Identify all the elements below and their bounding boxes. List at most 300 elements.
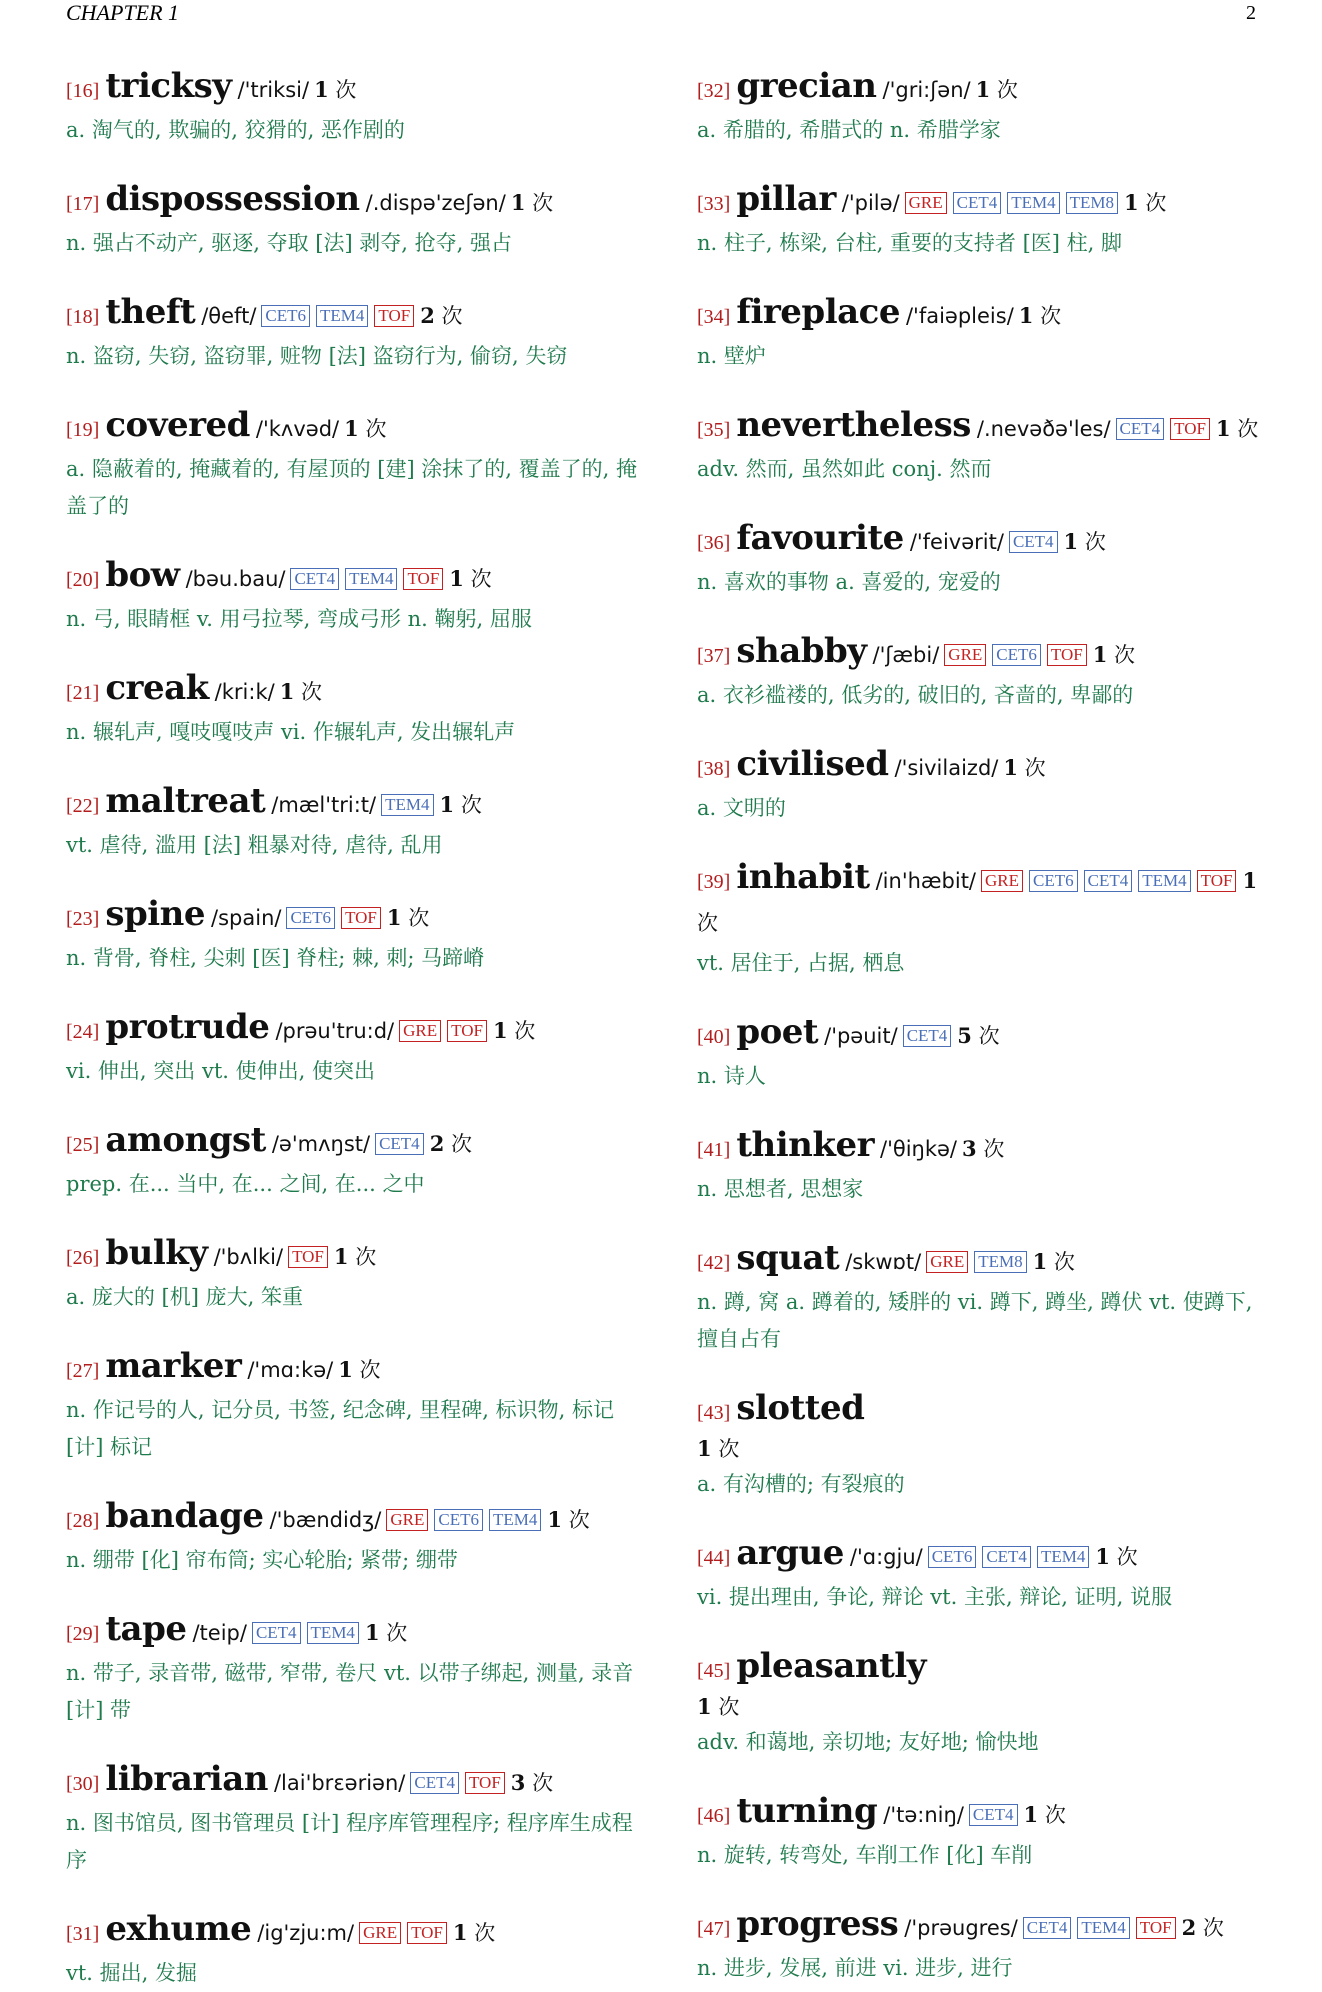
exam-tag: TEM4 <box>345 568 397 590</box>
phonetic: /'θiŋkə/ <box>880 1137 957 1161</box>
headword: turning <box>736 1791 878 1831</box>
exam-tag: GRE <box>359 1922 401 1944</box>
headword: bulky <box>105 1233 208 1273</box>
chapter-title: CHAPTER 1 <box>66 0 180 25</box>
phonetic: /'pəuit/ <box>824 1024 898 1048</box>
frequency-line <box>697 1692 1271 1724</box>
exam-tag: TOF <box>341 907 381 929</box>
word-entry <box>66 292 642 375</box>
entry-index: [34] <box>697 306 731 328</box>
phonetic: /'triksi/ <box>237 78 310 102</box>
definition: n. 蹲, 窝 a. 蹲着的, 矮胖的 vi. 蹲下, 蹲坐, 蹲伏 vt. 使蹲下, 擅自占有 <box>697 1290 1253 1351</box>
entry-index: [43] <box>697 1402 731 1424</box>
frequency-count: 1 <box>1242 868 1258 893</box>
entry-index: [22] <box>66 795 100 817</box>
exam-tag: TEM8 <box>974 1251 1026 1273</box>
phonetic: /'tə:niŋ/ <box>883 1803 964 1827</box>
frequency <box>697 1437 739 1461</box>
frequency <box>1033 1250 1075 1274</box>
frequency-count: 1 <box>449 566 464 591</box>
definition: n. 强占不动产, 驱逐, 夺取 [法] 剥夺, 抢夺, 强占 <box>66 231 513 255</box>
definition: n. 弓, 眼睛框 v. 用弓拉琴, 弯成弓形 n. 鞠躬, 屈服 <box>66 607 532 631</box>
headword-line <box>66 1007 642 1053</box>
headword-line <box>66 1346 642 1392</box>
word-entry <box>697 857 1271 982</box>
frequency <box>1124 191 1166 215</box>
word-entry <box>66 1609 642 1729</box>
headword: bandage <box>105 1496 264 1536</box>
frequency-unit: 次 <box>1040 304 1062 328</box>
headword: favourite <box>736 518 904 558</box>
headword-line <box>697 1904 1271 1950</box>
exam-tag: CET4 <box>1116 418 1165 440</box>
definition: vi. 伸出, 突出 vt. 使伸出, 使突出 <box>66 1059 375 1083</box>
headword: thinker <box>736 1125 874 1165</box>
word-entry <box>697 631 1271 714</box>
headword-line <box>66 179 642 225</box>
headword-line <box>697 518 1271 564</box>
exam-tag: TEM4 <box>1037 1546 1089 1568</box>
frequency-unit: 次 <box>1024 756 1046 780</box>
word-entry <box>697 1791 1271 1874</box>
frequency-count: 1 <box>975 77 991 102</box>
frequency-count: 1 <box>492 1018 508 1043</box>
exam-tag: TEM4 <box>1138 870 1190 892</box>
word-entry <box>66 1007 642 1090</box>
frequency-unit: 次 <box>568 1508 590 1532</box>
exam-tag: CET4 <box>953 192 1002 214</box>
frequency <box>344 417 386 441</box>
frequency <box>1095 1545 1137 1569</box>
definition: n. 柱子, 栋梁, 台柱, 重要的支持者 [医] 柱, 脚 <box>697 231 1123 255</box>
frequency-count: 3 <box>510 1770 526 1795</box>
frequency-unit: 次 <box>697 911 718 935</box>
headword-line <box>66 1233 642 1279</box>
headword: theft <box>105 292 196 332</box>
phonetic: /θeft/ <box>201 304 257 328</box>
headword: argue <box>736 1533 844 1573</box>
entry-index: [41] <box>697 1139 731 1161</box>
frequency-count: 2 <box>1181 1915 1197 1940</box>
headword: bow <box>105 555 180 595</box>
frequency-count: 1 <box>333 1244 349 1269</box>
frequency-count: 2 <box>429 1131 445 1156</box>
frequency <box>511 191 553 215</box>
definition: n. 旋转, 转弯处, 车削工作 [化] 车削 <box>697 1843 1033 1867</box>
word-entry <box>697 744 1271 827</box>
headword: librarian <box>105 1759 268 1799</box>
frequency-count: 1 <box>1003 755 1018 780</box>
exam-tag: TOF <box>465 1772 505 1794</box>
phonetic: /.nevəðə'les/ <box>976 417 1111 441</box>
definition: n. 进步, 发展, 前进 vi. 进步, 进行 <box>697 1956 1013 1980</box>
phonetic: /'bʌlki/ <box>213 1245 284 1269</box>
frequency-unit: 次 <box>996 78 1018 102</box>
exam-tag: TOF <box>1170 418 1210 440</box>
exam-tag: CET6 <box>1029 870 1078 892</box>
exam-tag: CET4 <box>1009 531 1058 553</box>
word-entry <box>697 1904 1271 1987</box>
exam-tag: TOF <box>374 305 414 327</box>
exam-tag: TOF <box>288 1246 328 1268</box>
frequency <box>365 1621 407 1645</box>
word-entry <box>66 1759 642 1879</box>
frequency-count: 1 <box>452 1920 468 1945</box>
frequency-count: 1 <box>1023 1802 1039 1827</box>
headword: exhume <box>105 1909 252 1949</box>
entry-index: [29] <box>66 1623 100 1645</box>
entry-index: [44] <box>697 1547 731 1569</box>
exam-tag: TOF <box>403 568 443 590</box>
frequency-unit: 次 <box>1084 530 1106 554</box>
frequency-unit: 次 <box>474 1921 496 1945</box>
word-entry <box>697 1125 1271 1208</box>
frequency <box>962 1137 1004 1161</box>
headword: covered <box>105 405 250 445</box>
headword-line <box>66 1609 642 1655</box>
headword-line <box>66 1120 642 1166</box>
definition: vt. 居住于, 占据, 栖息 <box>697 951 905 975</box>
headword: fireplace <box>736 292 900 332</box>
exam-tag: TEM4 <box>489 1509 541 1531</box>
definition: n. 思想者, 思想家 <box>697 1177 864 1201</box>
frequency <box>1019 304 1061 328</box>
entry-index: [32] <box>697 80 731 102</box>
frequency-count: 1 <box>1215 416 1231 441</box>
word-entry <box>66 1120 642 1203</box>
exam-tag: TEM4 <box>307 1622 359 1644</box>
frequency <box>1182 1916 1224 1940</box>
frequency-count: 1 <box>314 77 329 102</box>
frequency-count: 1 <box>1092 642 1108 667</box>
exam-tag: CET4 <box>290 568 339 590</box>
headword: grecian <box>736 66 877 106</box>
page-number: 2 <box>1246 2 1256 24</box>
phonetic: /'kʌvəd/ <box>255 417 340 441</box>
frequency <box>420 304 462 328</box>
frequency-unit: 次 <box>1114 643 1136 667</box>
entry-index: [37] <box>697 645 731 667</box>
headword-line <box>66 1496 642 1542</box>
exam-tag: GRE <box>905 192 947 214</box>
headword-line <box>66 1759 642 1805</box>
phonetic: /.dispə'zeʃən/ <box>365 191 506 215</box>
headword: maltreat <box>105 781 266 821</box>
definition: n. 图书馆员, 图书管理员 [计] 程序库管理程序; 程序库生成程序 <box>66 1811 633 1872</box>
frequency-count: 1 <box>547 1507 562 1532</box>
entry-index: [24] <box>66 1021 100 1043</box>
headword-line <box>697 1238 1271 1284</box>
entry-index: [38] <box>697 758 731 780</box>
frequency-unit: 次 <box>359 1358 381 1382</box>
definition: n. 喜欢的事物 a. 喜爱的, 宠爱的 <box>697 570 1001 594</box>
headword: squat <box>736 1238 840 1278</box>
entry-index: [27] <box>66 1360 100 1382</box>
word-entry <box>697 518 1271 601</box>
headword-line <box>697 405 1271 451</box>
frequency <box>449 567 491 591</box>
headword-line <box>66 555 642 601</box>
entry-index: [20] <box>66 569 100 591</box>
frequency <box>697 1695 739 1719</box>
frequency-count: 5 <box>957 1023 972 1048</box>
phonetic: /skwɒt/ <box>845 1250 922 1274</box>
exam-tag: CET6 <box>261 305 310 327</box>
entry-index: [17] <box>66 193 100 215</box>
frequency-unit: 次 <box>532 1771 554 1795</box>
definition: n. 作记号的人, 记分员, 书签, 纪念碑, 里程碑, 标识物, 标记 [计] 标记 <box>66 1398 614 1459</box>
definition: n. 盗窃, 失窃, 盗窃罪, 赃物 [法] 盗窃行为, 偷窃, 失窃 <box>66 344 568 368</box>
exam-tag: TEM4 <box>316 305 368 327</box>
exam-tag: GRE <box>926 1251 968 1273</box>
headword: amongst <box>105 1120 266 1160</box>
exam-tag: TEM4 <box>1077 1917 1129 1939</box>
phonetic: /prəu'tru:d/ <box>275 1019 395 1043</box>
frequency-unit: 次 <box>983 1137 1005 1161</box>
word-entry <box>66 894 642 977</box>
frequency-unit: 次 <box>335 78 357 102</box>
page-header <box>66 0 1256 30</box>
headword: tape <box>105 1609 187 1649</box>
frequency-count: 1 <box>344 416 359 441</box>
entry-index: [35] <box>697 419 731 441</box>
headword-line <box>66 66 642 112</box>
frequency-count: 1 <box>279 679 295 704</box>
frequency <box>453 1921 495 1945</box>
headword: marker <box>105 1346 242 1386</box>
headword-line <box>697 1646 1271 1692</box>
headword-line <box>697 744 1271 790</box>
headword-line <box>697 857 1271 945</box>
word-entry <box>697 66 1271 149</box>
frequency <box>1093 643 1135 667</box>
entry-index: [30] <box>66 1773 100 1795</box>
frequency-unit: 次 <box>470 567 492 591</box>
frequency-count: 1 <box>386 905 402 930</box>
headword: creak <box>105 668 209 708</box>
frequency <box>547 1508 589 1532</box>
headword-line <box>66 894 642 940</box>
exam-tag: CET4 <box>982 1546 1031 1568</box>
word-entry <box>66 781 642 864</box>
headword-line <box>697 1533 1271 1579</box>
word-entry <box>66 66 642 149</box>
exam-tag: GRE <box>944 644 986 666</box>
phonetic: /'prəugres/ <box>904 1916 1018 1940</box>
word-entry <box>66 1346 642 1466</box>
frequency-unit: 次 <box>365 417 387 441</box>
frequency-count: 1 <box>697 1694 712 1719</box>
frequency-unit: 次 <box>1116 1545 1138 1569</box>
frequency-unit: 次 <box>978 1024 1000 1048</box>
frequency-unit: 次 <box>441 304 463 328</box>
frequency <box>1064 530 1106 554</box>
entry-index: [46] <box>697 1805 731 1827</box>
definition: adv. 和蔼地, 亲切地; 友好地; 愉快地 <box>697 1730 1039 1754</box>
frequency-count: 1 <box>1018 303 1034 328</box>
definition: n. 诗人 <box>697 1064 766 1088</box>
headword: progress <box>736 1904 899 1944</box>
phonetic: /bəu.bau/ <box>185 567 286 591</box>
frequency <box>511 1771 553 1795</box>
headword: protrude <box>105 1007 270 1047</box>
phonetic: /in'hæbit/ <box>875 869 977 893</box>
exam-tag: TOF <box>1136 1917 1176 1939</box>
exam-tag: CET4 <box>969 1804 1018 1826</box>
entry-index: [40] <box>697 1026 731 1048</box>
headword: slotted <box>736 1388 865 1428</box>
headword-line <box>697 1125 1271 1171</box>
headword: nevertheless <box>736 405 971 445</box>
frequency <box>430 1132 472 1156</box>
frequency <box>338 1358 380 1382</box>
exam-tag: CET6 <box>434 1509 483 1531</box>
frequency-unit: 次 <box>1044 1803 1066 1827</box>
exam-tag: CET4 <box>1084 870 1133 892</box>
frequency-unit: 次 <box>1237 417 1259 441</box>
frequency-unit: 次 <box>408 906 430 930</box>
frequency <box>957 1024 999 1048</box>
frequency-unit: 次 <box>460 793 482 817</box>
definition: a. 文明的 <box>697 796 786 820</box>
word-entry <box>66 405 642 525</box>
entry-index: [23] <box>66 908 100 930</box>
frequency-unit: 次 <box>718 1437 740 1461</box>
headword: dispossession <box>105 179 360 219</box>
frequency <box>976 78 1018 102</box>
frequency-unit: 次 <box>514 1019 536 1043</box>
frequency <box>440 793 482 817</box>
entry-index: [45] <box>697 1660 731 1682</box>
headword: civilised <box>736 744 889 784</box>
word-entry <box>697 405 1271 488</box>
entry-index: [26] <box>66 1247 100 1269</box>
frequency <box>1003 756 1045 780</box>
definition: n. 辗轧声, 嘎吱嘎吱声 vi. 作辗轧声, 发出辗轧声 <box>66 720 516 744</box>
phonetic: /'mɑ:kə/ <box>247 1358 334 1382</box>
phonetic: /lai'brɛəriən/ <box>273 1771 406 1795</box>
entry-index: [16] <box>66 80 100 102</box>
exam-tag: CET4 <box>410 1772 459 1794</box>
headword-line <box>697 292 1271 338</box>
frequency-unit: 次 <box>355 1245 377 1269</box>
entry-index: [28] <box>66 1510 100 1532</box>
frequency-count: 1 <box>338 1357 353 1382</box>
frequency-count: 1 <box>510 190 526 215</box>
definition: n. 壁炉 <box>697 344 766 368</box>
frequency-count: 1 <box>439 792 455 817</box>
headword-line <box>66 781 642 827</box>
definition: n. 绷带 [化] 帘布筒; 实心轮胎; 紧带; 绷带 <box>66 1548 458 1572</box>
headword: poet <box>736 1012 819 1052</box>
frequency-unit: 次 <box>532 191 554 215</box>
frequency-count: 1 <box>364 1620 380 1645</box>
entry-index: [47] <box>697 1918 731 1940</box>
frequency-count: 2 <box>420 303 435 328</box>
phonetic: /ə'mʌŋst/ <box>271 1132 371 1156</box>
right-column <box>697 66 1271 1987</box>
definition: a. 希腊的, 希腊式的 n. 希腊学家 <box>697 118 1001 142</box>
entry-index: [39] <box>697 871 731 893</box>
exam-tag: TOF <box>447 1020 487 1042</box>
word-entry <box>697 1388 1271 1503</box>
headword: pillar <box>736 179 836 219</box>
definition: n. 带子, 录音带, 磁带, 窄带, 卷尺 vt. 以带子绑起, 测量, 录音 [计] 带 <box>66 1661 634 1722</box>
word-entry <box>697 1533 1271 1616</box>
frequency-unit: 次 <box>718 1695 740 1719</box>
headword-line <box>697 179 1271 225</box>
word-entry <box>697 1646 1271 1761</box>
entry-index: [21] <box>66 682 100 704</box>
definition: vt. 掘出, 发掘 <box>66 1961 198 1985</box>
word-entry <box>66 1233 642 1316</box>
frequency-unit: 次 <box>386 1621 408 1645</box>
phonetic: /'gri:ʃən/ <box>882 78 971 102</box>
headword-line <box>697 66 1271 112</box>
word-entry <box>66 1909 642 1992</box>
headword-line <box>66 405 642 451</box>
exam-tag: TEM8 <box>1066 192 1118 214</box>
phonetic: /'ɑ:gju/ <box>849 1545 923 1569</box>
word-entry <box>697 292 1271 375</box>
frequency-unit: 次 <box>1145 191 1167 215</box>
entry-index: [42] <box>697 1252 731 1274</box>
frequency-unit: 次 <box>1202 1916 1224 1940</box>
headword-line <box>66 292 642 338</box>
phonetic: /ig'zju:m/ <box>257 1921 355 1945</box>
headword-line <box>697 1012 1271 1058</box>
frequency <box>280 680 322 704</box>
exam-tag: CET4 <box>903 1025 952 1047</box>
word-entry <box>66 555 642 638</box>
exam-tag: CET6 <box>992 644 1041 666</box>
definition: prep. 在... 当中, 在... 之间, 在... 之中 <box>66 1172 425 1196</box>
phonetic: /kri:k/ <box>214 680 275 704</box>
headword: shabby <box>736 631 867 671</box>
word-entry <box>697 1012 1271 1095</box>
definition: vi. 提出理由, 争论, 辩论 vt. 主张, 辩论, 证明, 说服 <box>697 1585 1173 1609</box>
definition: a. 庞大的 [机] 庞大, 笨重 <box>66 1285 303 1309</box>
phonetic: /teip/ <box>192 1621 247 1645</box>
exam-tag: TEM4 <box>381 794 433 816</box>
entry-index: [25] <box>66 1134 100 1156</box>
phonetic: /'faiəpleis/ <box>905 304 1014 328</box>
word-entry <box>697 179 1271 262</box>
word-entry <box>697 1238 1271 1358</box>
frequency-count: 1 <box>1124 190 1139 215</box>
frequency-unit: 次 <box>301 680 323 704</box>
exam-tag: GRE <box>386 1509 428 1531</box>
definition: a. 衣衫褴褛的, 低劣的, 破旧的, 吝啬的, 卑鄙的 <box>697 683 1134 707</box>
phonetic: /mæl'tri:t/ <box>271 793 377 817</box>
phonetic: /'ʃæbi/ <box>872 643 940 667</box>
frequency-count: 1 <box>1032 1249 1048 1274</box>
frequency <box>493 1019 535 1043</box>
entry-index: [19] <box>66 419 100 441</box>
frequency-count: 1 <box>1063 529 1079 554</box>
frequency <box>314 78 356 102</box>
headword-line <box>697 1791 1271 1837</box>
phonetic: /'bændidʒ/ <box>269 1508 382 1532</box>
frequency-unit: 次 <box>1053 1250 1075 1274</box>
phonetic: /'feivərit/ <box>909 530 1004 554</box>
exam-tag: GRE <box>981 870 1023 892</box>
exam-tag: TOF <box>1047 644 1087 666</box>
exam-tag: CET4 <box>375 1133 424 1155</box>
definition: vt. 虐待, 滥用 [法] 粗暴对待, 虐待, 乱用 <box>66 833 443 857</box>
frequency <box>1216 417 1258 441</box>
exam-tag: TOF <box>1197 870 1237 892</box>
